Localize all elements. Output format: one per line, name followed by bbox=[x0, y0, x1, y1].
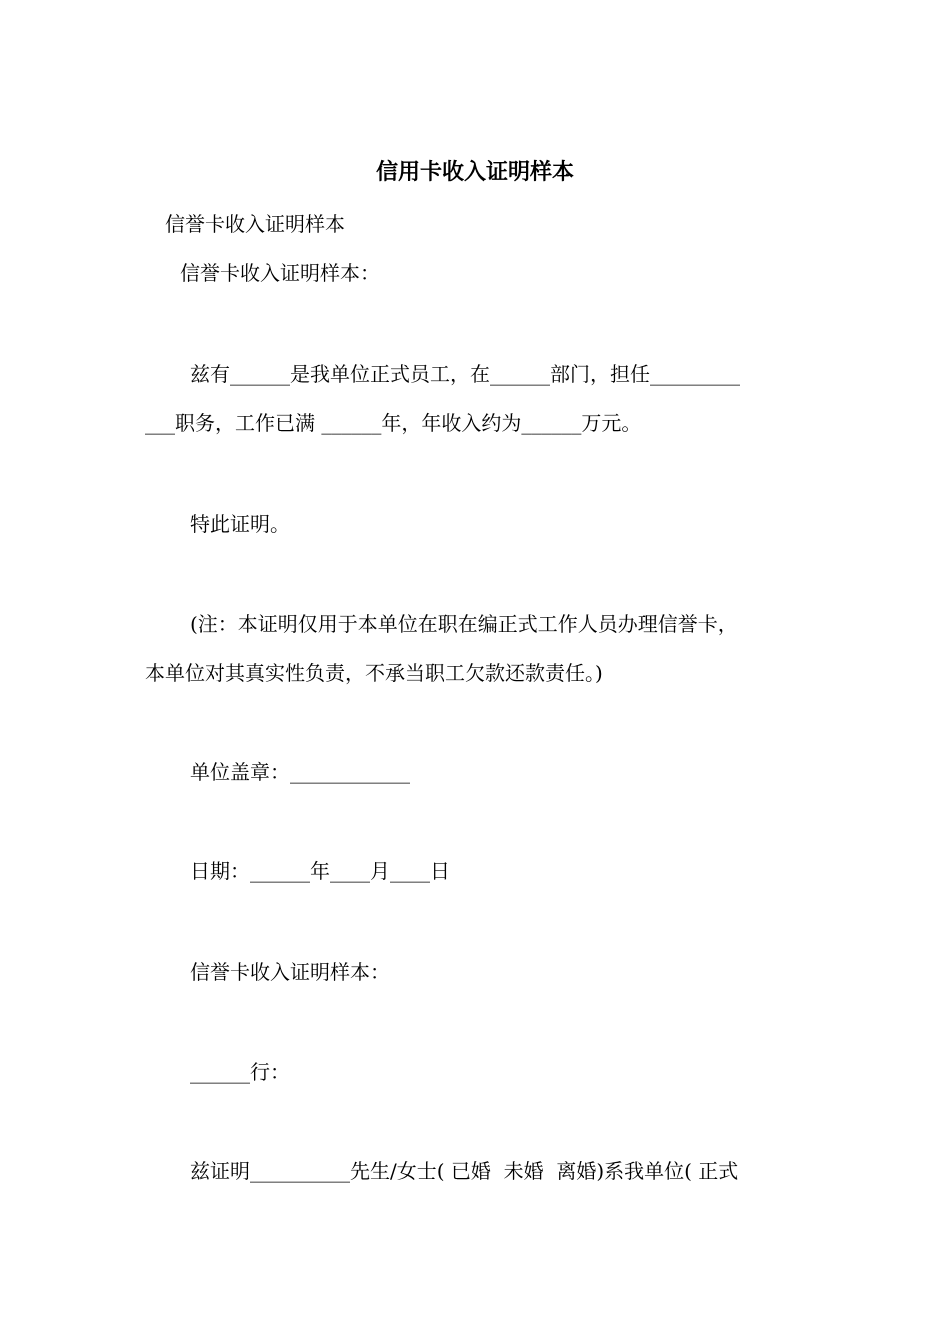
paragraph2-line1: 兹证明__________先生/女士( 已婚 未婚 离婚)系我单位( 正式 bbox=[190, 1159, 739, 1183]
section1-heading: 信誉卡收入证明样本： bbox=[180, 261, 380, 285]
seal-line: 单位盖章：____________ bbox=[190, 760, 410, 784]
note-line1: (注：本证明仅用于本单位在职在编正式工作人员办理信誉卡， bbox=[190, 612, 738, 636]
certify-statement: 特此证明。 bbox=[190, 512, 290, 536]
paragraph1-line1: 兹有______是我单位正式员工，在______部门，担任_________ bbox=[190, 362, 740, 386]
date-line: 日期：______年____月____日 bbox=[190, 859, 450, 883]
paragraph1-line2: ___职务，工作已满 ______年，年收入约为______万元。 bbox=[145, 411, 642, 435]
section2-heading: 信誉卡收入证明样本： bbox=[190, 960, 390, 984]
bank-line: ______行： bbox=[190, 1060, 290, 1084]
note-line2: 本单位对其真实性负责，不承当职工欠款还款责任。) bbox=[145, 661, 603, 685]
subtitle: 信誉卡收入证明样本 bbox=[165, 212, 345, 236]
document-title: 信用卡收入证明样本 bbox=[375, 159, 574, 185]
